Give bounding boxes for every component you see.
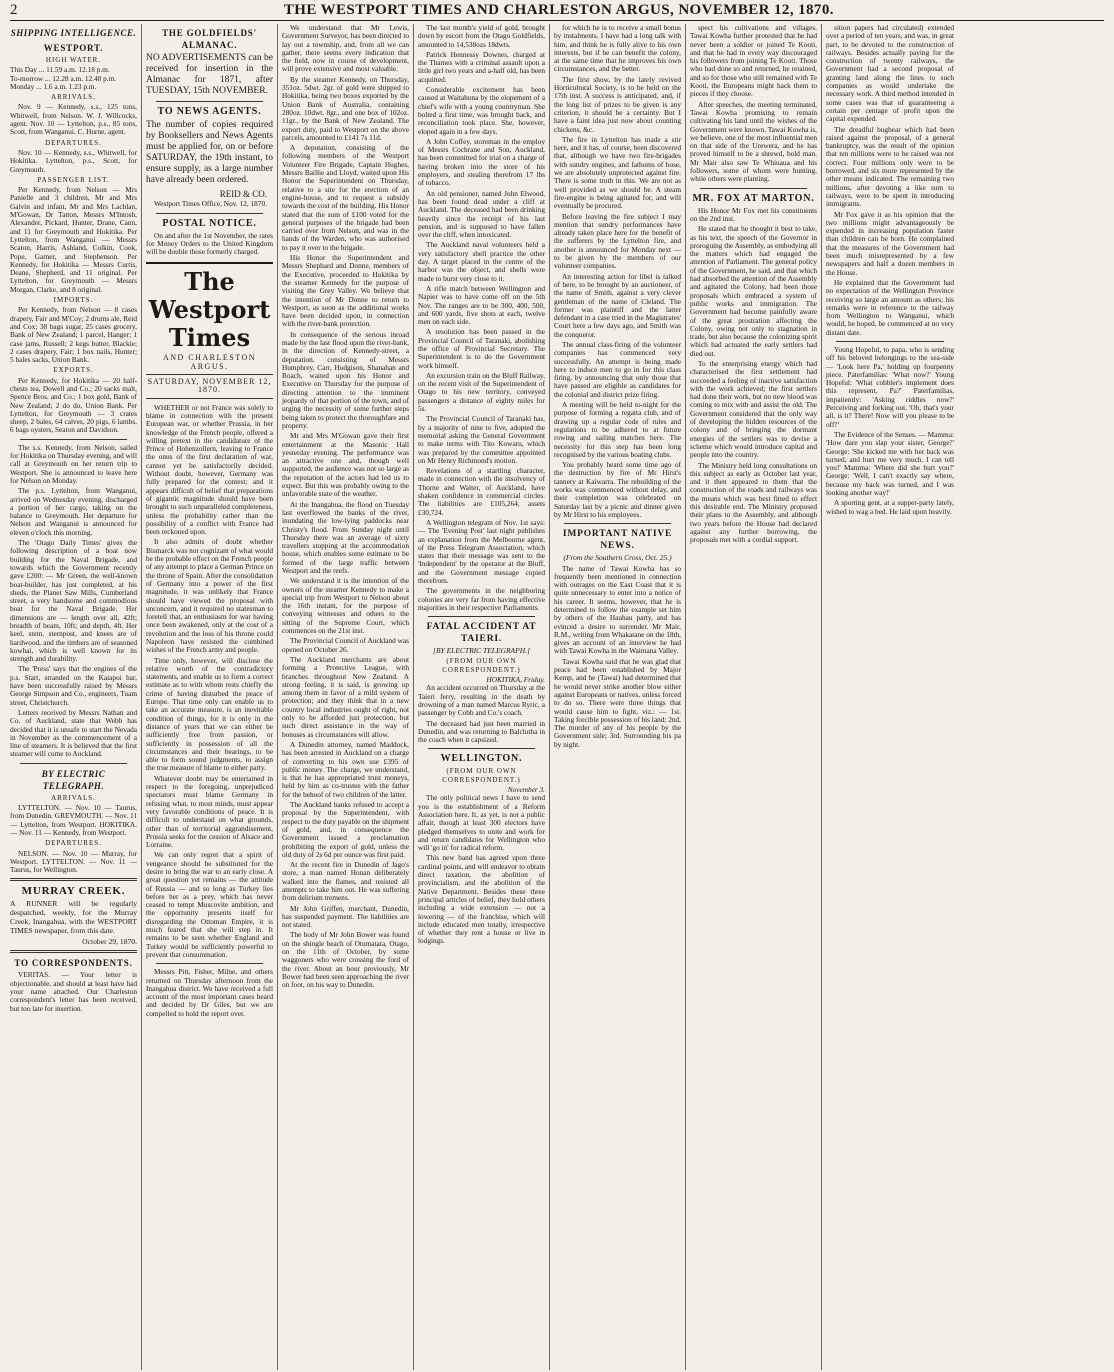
news-paragraph: The annual class-firing of the volunteer companies has commenced very successfully. An attempt is being made here to induce men to go in for this class firing, by announcing that only those that have passed are eligible as candidates for the colonial and district prize firing. [554, 339, 681, 399]
divider [700, 188, 807, 189]
news-paragraph: sition papers had circulated) extended over a period of ten years, and was, in great part, to be devoted to the construction of railways. Besides actually paying for the construction of twenty railways, the Government had a second proposal of granting land along the lines to such companies as would undertake the necessary work. A third method intended in some cases was that of guaranteeing a certain per centage of profit upon the capital expended. [826, 24, 954, 124]
news-paragraph: A deputation, consisting of the following members of the Westport Volunteer Fire Brigade, Captain Hughes, Messrs Baillie and Lloyd, waited upon His Honor the Superintendent on Thursday, relative to a site for the erection of an engine-house, and to request a subsidy towards the cost of the building. His Honor stated that the sum of £100 voted for the general purposes of the brigade had been carried over from Nelson, and was in the hands of the Warden, who was authorised to pay it over to the brigade. [282, 143, 409, 252]
news-paragraph: The Auckland naval volunteers held a very satisfactory shell practice the other day. A target placed in the centre of the harbor was the object, and shells were made to burst very close to it. [418, 240, 545, 283]
news-paragraph: Before leaving the fire subject I may mention that sundry performances have already taken place here for the benefit of the sufferers by the Lyttelton fire, and another is announced for Monday next — to be given by the members of our volunteer companies. [554, 211, 681, 271]
news-paragraph: Mr Fox gave it as his opinion that the two millions might advantageously be expended in increasing population faster than children can be born. He complained that the measures of the Government had been much misrepresented by a few newspapers and half a dozen members in the House. [826, 209, 954, 277]
almanac-heading: THE GOLDFIELDS' ALMANAC. [162, 28, 257, 50]
news-agents-body: The number of copies required by Booksellers and News Agents must be applied for, on or before SATURDAY, the 19th instant, to ensure supply, as a large number have already been ordered. [146, 120, 273, 185]
native-news-heading: IMPORTANT NATIVE NEWS. [562, 529, 673, 552]
fatal-accident-heading: FATAL ACCIDENT AT TAIERI. [426, 622, 537, 645]
news-paragraph: Considerable excitement has been caused at Waitahuna by the elopement of a chief's wife with a young countryman. She bolted a first time, was brought back, and reconciliation took place. She, however, eloped again in a few days. [418, 85, 545, 136]
news-paragraph: His Honor the Superintendent and Messrs Shephard and Donne, members of the Executive, proceeded to Hokitika by the steamer Kennedy for the purpose of visiting the Grey Valley. We believe that the intention of Mr Donne to return to Westport, as soon as the additional works have been decided upon, in connection with the river-bank protection. [282, 253, 409, 329]
departures-text: Nov. 10 — Kennedy, s.s., Whitwell, for Hokitika. Lyttelton, p.s., Scott, for Greymouth. [10, 147, 137, 174]
news-paragraph: A Wellington telegram of Nov. 1st says: — The 'Evening Post' last night publishes an explanation from the Melbourne agent, of the Press Telegram Association, which states that their message was sent to the 'Independent' by the operator at the Bluff, and the Government message copied therefrom. [418, 517, 545, 585]
postal-notice-heading: POSTAL NOTICE. [162, 217, 257, 229]
column-correspondence [550, 24, 686, 1370]
passenger-list-label: PASSENGER LIST. [37, 175, 110, 184]
news-agents-office: Westport Times Office, Nov. 12, 1870. [154, 199, 267, 209]
news-paragraph: A Dunedin attorney, named Maddock, has been arrested in Auckland on a charge of converting to his own use £395 of public money. The charge, we understand, is that he has appropriated trust moneys, held by him as co-trustee with the father for the behoof of two children of the latter. [282, 739, 409, 799]
wellington-paragraph: The only political news I have to send you is the establishment of a Reform Association here. It, as yet, is not a public affair, though at least 300 electors have pledged themselves to unite and work for and return candidates for Wellington who will 'go in' for radical reform. [418, 793, 545, 853]
exports-label: EXPORTS. [53, 366, 94, 375]
editorial-paragraph: Time only, however, will disclose the relative worth of the contradictory statements, and enable us to form a correct estimate as to with whom rests chiefly the crime of having disturbed the peace of Europe. That time only can enable us to take an accurate measure, is an inevitable condition of things, for it is only in the distance of years that we can either be sufficiently free from passion, or sufficiently in possession of all the circumstances and their bearings, to be able to form sound judgments, to assign the true measure of blame to either party. [146, 655, 273, 773]
high-water-line: Monday ... 1.6 a.m. 1.23 p.m. [10, 81, 97, 91]
wellington-heading: WELLINGTON. [440, 753, 523, 765]
telegraph-arrivals-label: ARRIVALS. [51, 793, 96, 802]
divider [10, 950, 137, 953]
editorial-paragraph: Messrs Pitt, Fisher, Milne, and others returned on Thursday afternoon from the Inangahua district. We have received a full account of the most important cases heard and decided by Dr Giles, but we are compelled to hold the report over. [146, 967, 273, 1018]
column-politics [686, 24, 822, 1370]
news-paragraph: Patrick Hennessy Downes, charged at the Thames with a criminal assault upon a little girl two years and a-half old, has been acquitted. [418, 49, 545, 84]
editorial-paragraph: Whatever doubt may be entertained in respect to the foregoing, unprejudiced spectators must blame Germany in refusing what, to most minds, must appear very favorable conditions of peace. It is difficult to understand on what grounds, other than of territorial aggrandisement, Prussia seeks for the cession of Alsace and Lorraine. [146, 773, 273, 850]
murray-creek-notice [10, 899, 137, 946]
news-agents-signature: REID & CO. [219, 189, 267, 199]
news-paragraph: A John Coffey, storeman in the employ of Messrs Cochrane and Son, Auckland, has been committed for trial on a charge of having broken into the store of his employers, and stealing therefrom 17 lbs of tobacco. [418, 136, 545, 188]
telegraph-arrivals-text: LYTTELTON. — Nov. 10 — Taurus, from Dunedin. GREYMOUTH. — Nov. 11 — Lyttelton, from Westport. HOKITIKA. — Nov. 11 — Kennedy, from Westport. [10, 803, 137, 837]
news-paragraph: Mr John Griffen, merchant, Dunedin, has suspended payment. The liabilities are not stated. [282, 903, 409, 930]
news-paragraph: We understand that Mr Lewis, Government Surveyor, has been directed to lay out a township, and, from all we can gather, there seems every indication that the field, now in course of development, will prove extensive and most valuable. [282, 24, 409, 74]
wellington-correspondent: (FROM OUR OWN CORRESPONDENT.) [442, 767, 521, 784]
news-paragraph: We understand it is the intention of the owners of the steamer Kennedy to make a special trip from Westport to Nelson about the 16th instant, for the purpose of conveying witnesses and others to the sitting of the Supreme Court, which commences on the 21st inst. [282, 576, 409, 636]
almanac-notice [146, 53, 273, 97]
news-paragraph: Mr and Mrs M'Gowan gave their first entertainment at the Masonic Hall yesterday evening. The performance was an attractive one and, though well supported, the audience was not so large as the reputation of the actors had led us to expect. But this was probably owing to the unfavorable state of the weather. [282, 431, 409, 499]
editorial-paragraph: It also admits of doubt whether Bismarck was not cognizant of what would be the probable effect on the French people of any attempt to place a German Prince on the throne of Spain. After the consolidation of Germany into a power of the first magnitude, it was unlikely that France should have viewed the proposal with unconcern, and it required no statesman to foretell that, an enthusiasm for war having once been awakened, only at the cost of a revolution and the loss of his throne could Napoleon have resisted the combined wishes of the French army and people. [146, 537, 273, 655]
mr-fox-heading: MR. FOX AT MARTON. [692, 192, 815, 204]
column-local-news-2 [414, 24, 550, 1370]
column-local-news-1 [278, 24, 414, 1370]
column-shipping [6, 24, 142, 1370]
murray-creek-heading: MURRAY CREEK. [21, 885, 126, 898]
divider [836, 341, 944, 342]
telegraph-heading: BY ELECTRIC TELEGRAPH. [41, 768, 106, 791]
imports-label: IMPORTS. [53, 296, 94, 305]
native-news-paragraph: Tawai Kowha said that he was glad that peace had been established by Major Kemp, and he (Tawai) had determined that he would never strike another blow either against Europeans or natives, unless forced to do so. There were three things that would cause him to fight, viz.: — 1st. Taking forcible possession of his land; 2nd. The murder of any of his people by the Government side; 3rd. Surrounding his pa by night. [554, 656, 681, 749]
shipping-news-paragraph: Letters received by Messrs Nathan and Co. of Auckland, state that Webb has decided that it is unsafe to start the Nevada in November as the commencement of a line of steamers. It is believed that the first steamer will come to Auckland. [10, 707, 137, 759]
shipping-news-paragraph: The s.s. Kennedy, from Nelson, sailed for Hokitika on Thursday evening, and will call at Greymouth on her return trip to Westport. She is announced to leave here for Nelson on Monday. [10, 442, 137, 485]
news-paragraph: At the recent fire in Dunedin of Jago's store, a man named Honan deliberately walked into the flames, and resisted all attempts to take him out. He was suffering from delirium tremens. [282, 860, 409, 903]
news-paragraph: The fire in Lyttelton has made a stir here, and it has, of course, been discovered that, although we have two fire-brigades with sundry engines, and fathoms of hose, we are absolutely unprotected against fire. There is some truth in this. We are not as well provided as we should be. A steam fire-engine is being agitated for, and will eventually be procured. [554, 134, 681, 211]
divider [564, 523, 671, 524]
news-paragraph: The Provincial Council of Auckland was opened on October 26. [282, 636, 409, 654]
news-paragraph: An excursion train on the Bluff Railway, on the recent visit of the Superintendent of Otago to his new territory, conveyed passengers a distance of eighty miles for 5s. [418, 370, 545, 414]
news-paragraph: for which he is to receive a small bonus by instalments. I have had a long talk with him, and think he is fully alive to his own interests, but if he can benefit the colony, at the same time that he improves his own circumstances, and the better. [554, 24, 681, 74]
postal-notice-body: On and after the 1st November, the rates for Money Orders to the United Kingdom will be double those formerly charged. [146, 230, 273, 257]
page-running-title: THE WESTPORT TIMES AND CHARLESTON ARGUS, NOVEMBER 12, 1870. [283, 1, 834, 18]
port-heading: WESTPORT. [43, 43, 104, 53]
news-paragraph: After speeches, the meeting terminated, Tawai Kowha promising to remain cultivating his land until the wishes of the Government were known. Tawai Kowha is, we believe, one of the most influential men on that side of the Urewera, and he has proved himself to be a shrewd, bold man. Mr Mair also saw Te Whiuaua and his followers, some of whom were hunting, while others were planting. [690, 99, 817, 184]
correspondents-body: VERITAS. — Your letter is objectionable, and should at least have had your name attached. Our Charleston correspondent's letter has been received, but too late for insertion. [10, 970, 137, 1013]
masthead-spacer [1100, 2, 1104, 19]
murray-creek-body: A RUNNER will be regularly despatched, weekly, for the Murray Creek, Inangahua, with the WESTPORT TIMES newspaper, from this date. [10, 899, 137, 936]
departures-label: DEPARTURES. [45, 138, 102, 147]
almanac-body: NO ADVERTISEMENTS can be received for insertion in the Almanac for 1871, after TUESDAY, 15th NOVEMBER. [146, 53, 273, 96]
divider [10, 878, 137, 881]
mr-fox-paragraph: The Ministry held long consultations on this subject as early as October last year, and it then appeared to them that the construction of the roads and railways was the means which was best fitted to effect this desirable end. The Ministry proposed their plans to the Assembly, and although two years before the House had declared against any further borrowing, the proposals met with a cordial support. [690, 460, 817, 545]
news-paragraph: At the Inangahua, the flood on Tuesday last overflowed the banks of the river, inundating the low-lying paddocks near Christy's flood. From Sunday night until Thursday there was an average of sixty travellers stopping at the accommodation house, which enables some estimate to be formed of the large traffic between Westport and the reefs. [282, 499, 409, 575]
murray-creek-date: October 29, 1870. [82, 937, 137, 947]
arrivals-label: ARRIVALS. [51, 93, 96, 102]
news-paragraph: A meeting will be held to-night for the purpose of forming a regatta club, and of drawing up a regular code of rules and regulations to be adhered to at future rowing and sailing matches here. The necessity for this step has been long recognised by the various boating clubs. [554, 400, 681, 459]
humor-paragraph: Young Hopeful, to papa, who is sending off his beloved belongings to the sea-side — 'Look here Pa,' holding up fourpenny piece. Paterfamilias: 'What now?' Young Hopeful: 'What cobbler's implement does this represent, Pa?' Paterfamilias, impatiently: 'Asking riddles now?' Perceiving and forking out. 'Oh, that's your all, is it? There! Now will you please to be off?' [826, 344, 954, 429]
news-paragraph: The first show, by the lately revived Horticultural Society, is to be held on the 17th inst. A success is anticipated, and, if the long list of prizes to be given is any criterion, it should be a certainty. But I have a faint idea just now about counting chickens, &c. [554, 74, 681, 134]
mr-fox-paragraph: His Honor Mr Fox met his constituents on the 2nd inst. [690, 205, 817, 223]
news-paragraph: The Provincial Council of Taranaki has, by a majority of nine to five, adopted the memorial asking the General Government to make terms with Tito Kowaru, which was prepared by the committee appointed on Mr Henry Richmond's motion. [418, 414, 545, 465]
editorial-paragraph: We can only regret that a spirit of vengeance should be substituted for the desire to bring the war to an early close. A great question yet remains — the attitude of Russia — and so long as Turkey lies before her as a prey, which has never ceased to tempt Muscovite ambition, and the opportunity presents itself for disregarding the Ottoman Empire, it is much feared that she will step in. It remains to be seen whether England and Turkey would be sufficiently powerful to prevent that consummation. [146, 850, 273, 959]
divider [156, 101, 263, 102]
imports-text: Per Kennedy, from Nelson — 8 cases drapery, Fair and M'Coy; 2 drums ale, Reid and Cox; 38 bags sugar, 25 cases grocery, Bank of New Zealand; 1 parcel, Hanger; 1 case jams, Russell; 2 kegs butter, Blackie; 2 cases drapery, Fair; 1 box nails, Hunter; 5 bales sacks, Union Bank. [10, 305, 137, 365]
news-paragraph: The Auckland merchants are about forming a Protective League, with branches throughout New Zealand. A strong feeling, it is said, is growing up among them in favor of a mild system of protection; and they think that in a new country local industries ought of right, not only to be afforded just protection, but such direct assistance in the way of bonuses as circumstances will allow. [282, 654, 409, 739]
divider [428, 748, 535, 749]
news-paragraph: The dreadful bugbear which had been raised against the proposal, of a general bankruptcy, was the result of the opinion that ten millions were to be raised was not correct. Four millions only were to be borrowed, and six more represented by the other means indicated. The remaining two millions, after devoting a like sum to railways, were to be spent in introducing immigrants. [826, 124, 954, 209]
news-paragraph: A rifle match between Wellington and Napier was to have come off on the 5th Nov. The ranges are to be 300, 400, 500, and 600 yards, five shots at each, twelve men on each side. [418, 283, 545, 327]
passenger-list-text: Per Kennedy, from Nelson — Mrs Panielle and 3 children, Mr and Mrs Galvin and infant, Mr and Mrs Lachlan, M'Gowan, Dr Tatton, Messrs M'Intosh, Alexander, Pickard, Hunter, Drane, Cann, and 11 for Greymouth and Hokitika. Per Lyttelton, from Wanganui — Messrs Scaton, Harris, Ashland, Colkin, Cook, Pope, Garner, and Stephenson. Per Kennedy, for Hokitika — Messrs Curtis, Deane, Shepherd, and 11 original. Per Lyttelton, for Greymouth — Messrs Morgan, Clarke, and 8 original. [10, 185, 137, 294]
arrivals-text: Nov. 9 — Kennedy, s.s., 125 tons, Whitwell, from Nelson. W. J. Willcocks, agent. Nov. 10 — Lyttelton, p.s., 85 tons, Scott, from Wanganui. C. Hurne, agent. [10, 102, 137, 137]
page-columns [6, 24, 1108, 1370]
high-water-line: To-morrow ... 12.28 a.m. 12.48 p.m. [10, 73, 117, 83]
news-paragraph: The Auckland banks refused to accept a proposal by the Superintendent, with respect to the duty payable on the shipment of gold, and, in consequence the Government issued a proclamation prohibiting the export of gold, unless the old duty of 2s 6d per ounce was first paid. [282, 800, 409, 859]
divider [20, 439, 127, 440]
fatal-accident-paragraph: An accident occurred on Thursday at the Taieri ferry, resulting in the death by drowning of a man named Marcus Ryric, a passenger by Cobb and Co.'s coach. [418, 683, 545, 718]
news-paragraph: You probably heard some time ago of the destruction by fire of Mr Hirst's tannery at Kaiwarra. The rebuilding of the works was commenced without delay, and their completion was celebrated on Saturday last by a picnic and dinner given by Mr Hirst to his employees. [554, 460, 681, 519]
news-paragraph: spect his cultivations and villages. Tawai Kowha further protested that he had never been a soldier or joined Te Kooti, and that he had in every way discouraged his followers from joining Te Kooti. Those who had done so and returned, he retained, and so for those who still remained with Te Kooti, the Europeans might hack them to pieces if they choose. [690, 24, 817, 99]
humor-paragraph: A sporting gent, at a supper-party lately, wished to wag a bed. He laid upon heavily. [826, 498, 954, 516]
telegraph-departures-text: NELSON. — Nov. 10 — Murray, for Westport. LYTTELTON. — Nov. 11 — Taurus, for Wellington. [10, 848, 137, 875]
fatal-accident-source: [BY ELECTRIC TELEGRAPH.] [433, 646, 530, 656]
nameplate-subtitle: AND CHARLESTON ARGUS. [162, 353, 257, 371]
nameplate-date: SATURDAY, NOVEMBER 12, 1870. [146, 374, 273, 399]
news-paragraph: The last month's yield of gold, brought down by escort from the Otago Goldfields, amounted to 14,538ozs 18dwts. [418, 24, 545, 49]
wellington-dateline: November 3. [507, 785, 545, 795]
column-editorial [142, 24, 278, 1370]
divider [428, 616, 535, 617]
news-agents-heading: TO NEWS AGENTS. [157, 106, 262, 117]
shipping-news-paragraph: The 'Otago Daily Times' gives the following description of a boat now building for the Naval Brigade, and towards which the Government recently gave £200: — Mr Green, the well-known boat-builder, has just completed, at his sheds, the Planet Saw Mills, Cumberland street, a very handsome and commodious boat for the Naval Brigade. Her dimensions are — length over all, 42ft; breadth of beam, 10ft; and depth, 4ft. Her keel, stem, sternpost, and knees are of hardwood, and the timbers are of seasoned kowhai, which is well known for its strength and durability. [10, 538, 137, 664]
newspaper-nameplate: The Westport Times [146, 262, 273, 352]
correspondents-heading: TO CORRESPONDENTS. [14, 958, 133, 969]
divider [156, 213, 263, 214]
wellington-paragraph: This new band has agreed upon three cardinal points, and will endeavor to obtain direct taxation, the abolition of provincialism, and the abolition of the Native Department. Besides these three principal articles of belief, they hold others including a wide extension — not a lowering — of the franchise, which will include educated men totally, irrespective of whether they rent a house or live in lodgings. [418, 853, 545, 946]
native-news-source: (From the Southern Cross, Oct. 25.) [563, 553, 672, 563]
telegraph-departures-label: DEPARTURES. [45, 839, 102, 848]
divider [20, 763, 127, 764]
page-masthead [10, 0, 1104, 21]
news-paragraph: He explained that the Government had no expectation of the Wellington Province receiving so large an amount as others; his remarks were in reference to the railway from Wellington to Wanganui, which would, he hoped, be commenced at no very distant date. [826, 277, 954, 337]
news-agents-notice [146, 120, 273, 186]
fatal-accident-correspondent: (FROM OUR OWN CORRESPONDENT.) [442, 657, 521, 674]
editorial-paragraph: WHETHER or not France was solely to blame in connection with the present European war, or whether Prussia, in her knowledge of the French people, offered a willing pretext in the candidature of the Prince of Hohenzollern, leaving to France the onus of the first declaration of war, cannot yet be satisfactorily decided. Without doubt, however, Germany was fully prepared for the contest; and it appears difficult of belief that preparations of gigantic magnitude should have been brought to such unparalleled completeness, unless the probability rather than the possibility of a conflict with France had been reckoned upon. [146, 402, 273, 537]
shipping-news-paragraph: The p.s. Lyttelton, from Wanganui, arrived on Wednesday evening, discharged a portion of her cargo, taking on the balance to Greymouth. Her departure for Nelson and Wanganui is announced for eleven o'clock this morning. [10, 486, 137, 537]
exports-text: Per Kennedy, for Hokitika — 20 half-chests tea, Dowell and Co.; 20 sacks malt, Spence Bros. and Co.; 1 box gold, Bank of New Zealand; 2 do do, Union Bank. Per Lyttelton, for Greymouth — 3 crates sheep, 2 bales, 64 calves, 20 pigs, 6 lambs, 6 bags oysters, Seaton and Davidson. [10, 375, 137, 435]
high-water-label: HIGH WATER. [45, 56, 102, 64]
shipping-news-paragraph: The 'Press' says that the engines of the p.s. Start, stranded on the Kaiapoi bar, have been successfully raised by Messrs George Simpson and Co., engineers, Tuam street, Christchurch. [10, 664, 137, 707]
news-paragraph: In consequence of the serious inroad made by the last flood upon the river-bank, in the direction of Kennedy-street, a deputation, consisting of Messrs Humphrey, Carr, Hudgison, Shanahan and Roach, waited upon his Honor and Executive on Thursday for the purpose of directing attention to the imminent jeopardy of that portion of the town, and of urging the necessity of some further steps being taken to protect the thoroughfare and property. [282, 329, 409, 430]
news-paragraph: Revelations of a startling character, made in connection with the insolvency of Thorne and Walter, of Auckland, have shaken confidence in commercial circles. The liabilities are £105,264, assets £30,724. [418, 466, 545, 517]
high-water-line: This Day ... 11.59 a.m. 12.18 p.m. [10, 65, 110, 75]
humor-paragraph: The Evidence of the Senses. — Mamma: 'How dare you slap your sister, George?' George: 'She kicked me with her back was turned, and hurt me very much. I can tell you!' Mamma: 'Where did she hurt you?' George: 'Well, I can't exactly say where, because my back was turned, and I was looking another way!' [826, 429, 954, 498]
divider [156, 963, 263, 964]
column-miscellany [822, 24, 958, 1370]
news-paragraph: The governments in the neighboring colonies are very far from having effective majorities in their respective Parliaments. [418, 586, 545, 612]
page-number: 2 [10, 1, 18, 18]
fatal-accident-paragraph: The deceased had just been married in Dunedin, and was returning to Balclutha in the coach when it capsized. [418, 718, 545, 745]
shipping-heading: SHIPPING INTELLIGENCE. [10, 28, 137, 38]
mr-fox-paragraph: He stated that he thought it best to take, as his text, the speech of the Governor in proroguing the Assembly, as embodying all the matters which had engaged the attention of Parliament. The general policy of the Government, he said, and that which had absorbed the attention of the Assembly and agitated the Colony, had been those proposals which embraced a system of public works and immigration. The Government had become painfully aware of the great prostration affecting the Colony, owing not only to stagnation in trade, but also because the colonizing spirit which had actuated the early settlers had died out. [690, 224, 817, 358]
mr-fox-paragraph: To the enterprising energy which had characterised the first settlement had succeeded a feeling of inactive satisfaction with the work achieved; the first settlers had done their work, but no new blood was coming to mix with and assist the old. The Government considered that the only way of developing the hidden resources of the colony and of bringing the dormant energies of the settlers was to devise a scheme which would introduce capital and people into the country. [690, 358, 817, 460]
fatal-accident-dateline: HOKITIKA, Friday. [486, 675, 545, 685]
news-paragraph: An interesting action for libel is talked of here, to be brought by an auctioneer, of the name of Smith, against a very clever gentleman of the name of Cleland. The former was plaintiff and the latter defendant in a case tried in the Magistrates' Court here a few days ago, and Smith was the conqueror. [554, 271, 681, 339]
news-paragraph: A resolution has been passed in the Provincial Council of Taranaki, abolishing the office of Provincial Secretary. The Superintendent is to do the Government work himself. [418, 327, 545, 370]
news-paragraph: An old pensioner, named John Elwood, has been found dead under a cliff at Auckland. The deceased had been drinking heavily since the receipt of his last pension, and is supposed to have fallen over the cliff, when intoxicated. [418, 188, 545, 240]
news-paragraph: By the steamer Kennedy, on Thursday, 351oz. 5dwt. 2gr. of gold were shipped to Hokitika, being two boxes exported by the Union Bank of Australia, containing 280oz. 10dwt. 8gr., and one box of 102oz. 11gr., by the Bank of New Zealand. The export duty, paid to Westport on the above parcels, amounted to £141 7s 11d. [282, 74, 409, 142]
native-news-paragraph: The name of Tawai Kowha has so frequently been mentioned in connection with outrages on the East Coast that it is quite unnecessary to enter into a notice of his career. It seems, however, that he is determined to follow the example set him by others of the Hauhau party, and has evinced a desire to surrender. Mr Mair, R.M., writing from Whakatane on the 18th, gives an account of an interview he had with Tawai Kowha in the Waimana Valley. [554, 563, 681, 656]
news-paragraph: The body of Mr John Bower was found on the shingle beach of Otumatata, Otago, on the 11th of October, by some waggoners who were crossing the ford of the river. About an hour previously, Mr Bower had been seen approaching the river on foot, on his way to Dunedin. [282, 930, 409, 990]
